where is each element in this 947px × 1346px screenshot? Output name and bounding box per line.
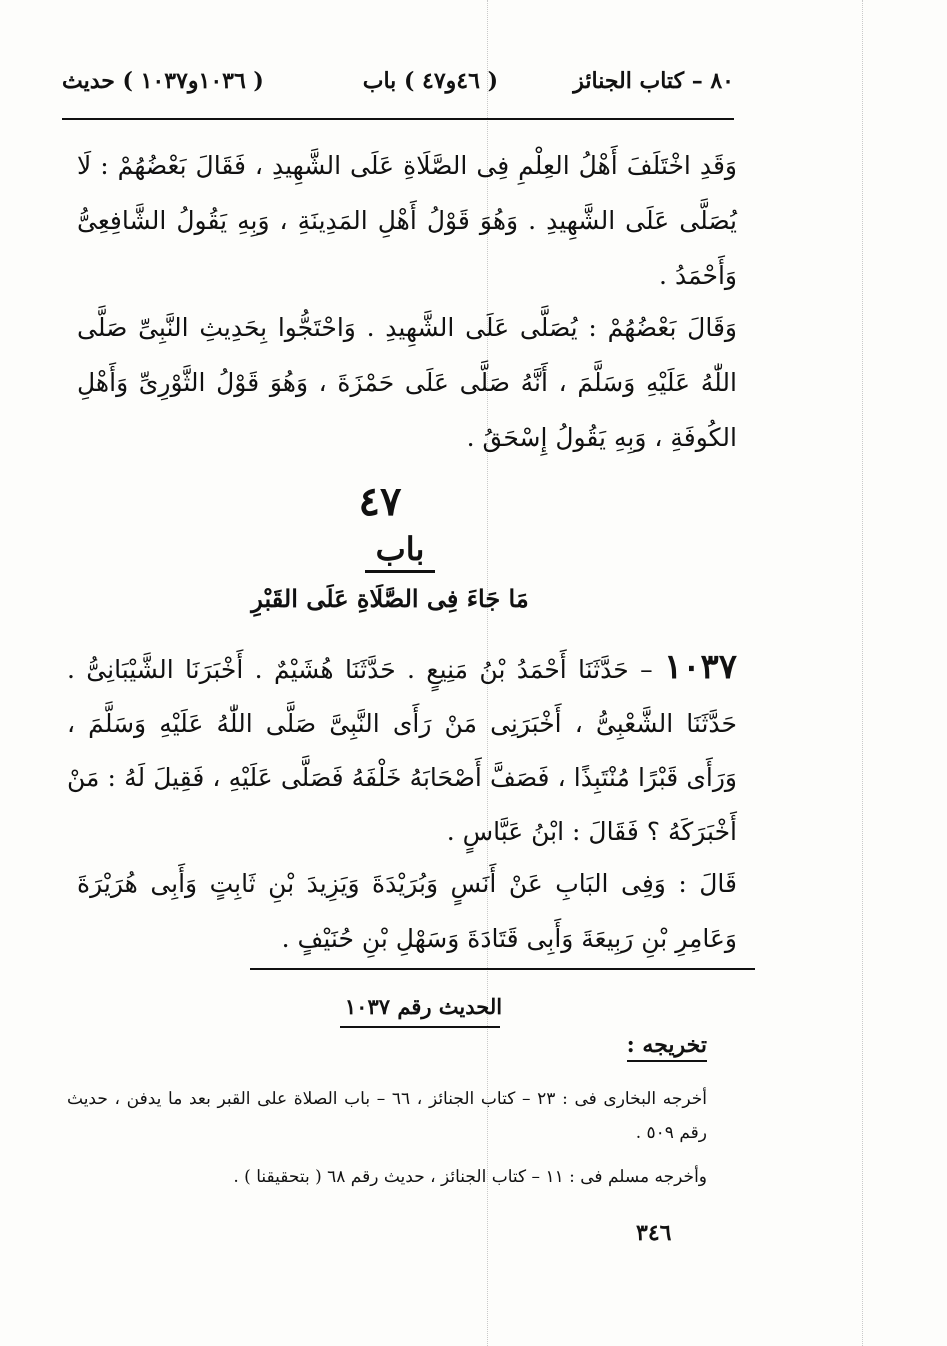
running-header [62,62,734,112]
takhrij-label: تخريجه : [627,1032,707,1062]
header-book-title: ٨٠ – كتاب الجنائز [573,68,734,94]
hadith-body: – حَدَّثَنَا أَحْمَدُ بْنُ مَنِيعٍ . حَدَّثَنَا هُشَيْمٌ . أَخْبَرَنَا الشَّيْبَانِىُّ . حَدَّثَنَا الشَّعْبِىُّ ، أَخْبَرَنِى مَنْ رَأَى النَّبِىَّ صَلَّى اللّٰهُ عَلَيْهِ وَسَلَّمَ ، وَرَأَى قَبْرًا مُنْتَبِذًا ، فَصَفَّ أَصْحَابَهُ خَلْفَهُ فَصَلَّى عَلَيْهِ ، فَقِيلَ لَهُ : مَنْ أَخْبَرَكَهُ ؟ فَقَالَ : ابْنُ عَبَّاسٍ . [67,655,737,846]
hadith-number: ١٠٣٧ [663,647,737,687]
footnote-separator [250,968,755,970]
header-rule [62,118,734,120]
chapter-heading: باب [375,530,425,568]
hadith-text [67,640,737,859]
scan-guide-line [862,0,863,1346]
paragraph-related-narrators: قَالَ : وَفِى البَابِ عَنْ أَنَسٍ وَبُرَيْدَةَ وَيَزِيدَ بْنِ ثَابِتٍ وَأَبِى هُرَيْرَةَ وَعَامِرِ بْنِ رَبِيعَةَ وَأَبِى قَتَادَةَ وَسَهْلِ بْنِ حُنَيْفٍ . [77,869,737,953]
footnote-muslim: وأخرجه مسلم فى : ١١ – كتاب الجنائز ، حديث رقم ٦٨ ( بتحقيقنا ) . [233,1167,707,1187]
page-number: ٣٤٦ [636,1220,672,1246]
footnote-heading-underline [340,1026,500,1028]
chapter-heading-underline [365,570,435,573]
paragraph-scholars-disagreement: وَقَدِ اخْتَلَفَ أَهْلُ العِلْمِ فِى الصَّلَاةِ عَلَى الشَّهِيدِ ، فَقَالَ بَعْضُهُمْ : لَا يُصَلَّى عَلَى الشَّهِيدِ . وَهُوَ قَوْلُ أَهْلِ المَدِينَةِ ، وَبِهِ يَقُولُ الشَّافِعِىُّ وَأَحْمَدُ . [77,151,737,290]
chapter-number: ٤٧ [358,478,402,525]
header-chapter-ref: ( ٤٦و٤٧ ) باب [362,68,498,94]
paragraph-other-opinion: وَقَالَ بَعْضُهُمْ : يُصَلَّى عَلَى الشَّهِيدِ . وَاحْتَجُّوا بِحَدِيثِ النَّبِىِّ صَلَّى اللّٰهُ عَلَيْهِ وَسَلَّمَ ، أَنَّهُ صَلَّى عَلَى حَمْزَةَ ، وَهُوَ قَوْلُ الثَّوْرِىِّ وَأَهْلِ الكُوفَةِ ، وَبِهِ يَقُولُ إِسْحَقُ . [77,313,737,452]
header-hadith-ref: ( ١٠٣٦و١٠٣٧ ) حديث [62,68,264,94]
chapter-title: مَا جَاءَ فِى الصَّلَاةِ عَلَى القَبْرِ [251,584,529,613]
footnote-heading: الحديث رقم ١٠٣٧ [344,994,503,1019]
footnote-bukhari: أخرجه البخارى فى : ٢٣ – كتاب الجنائز ، ٦٦ – باب الصلاة على القبر بعد ما يدفن ، حديث رقم ٥٠٩ . [67,1089,708,1143]
